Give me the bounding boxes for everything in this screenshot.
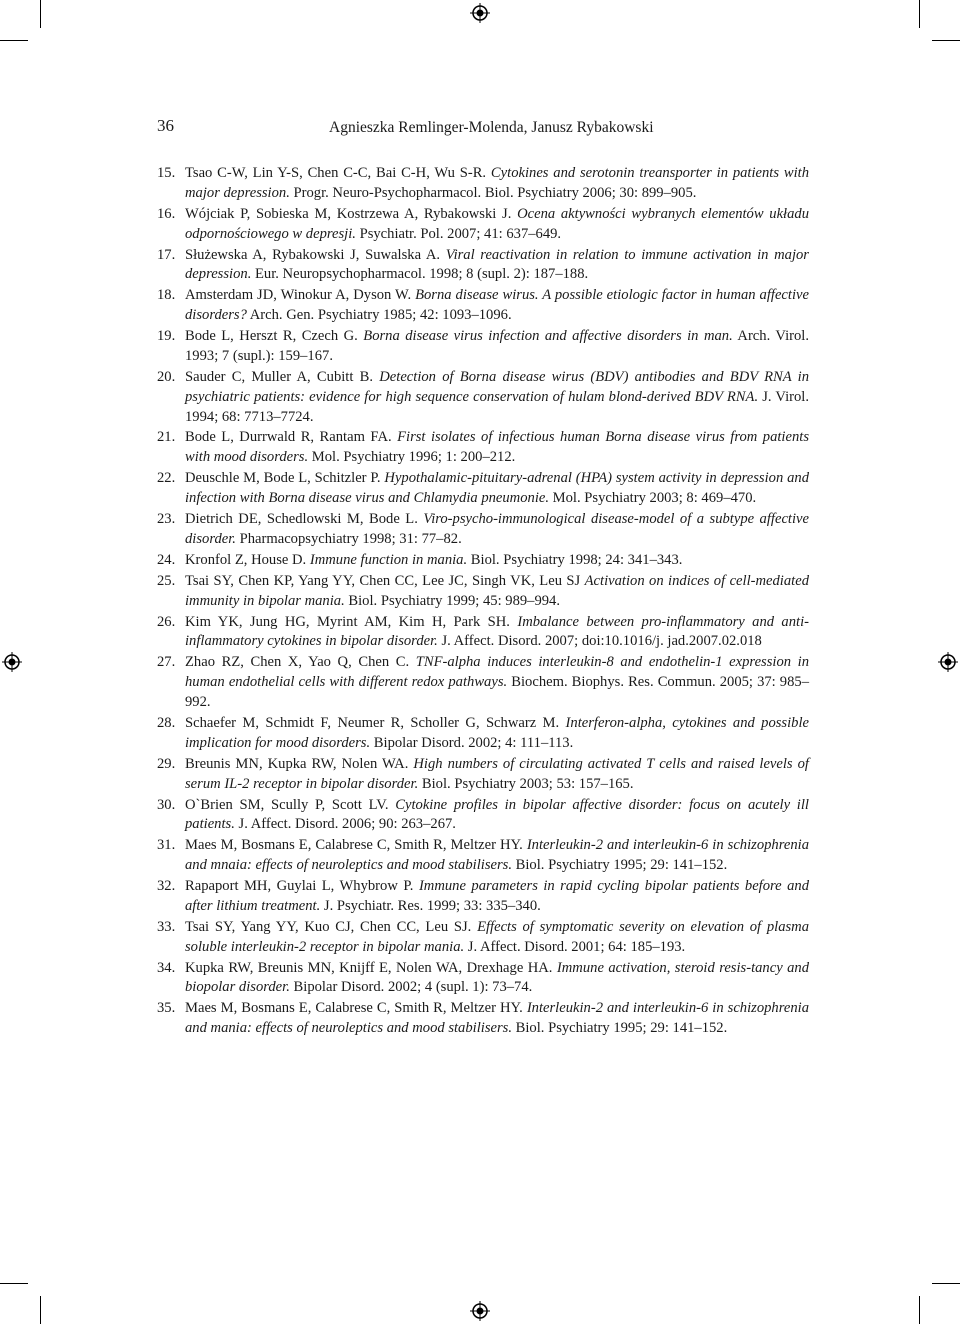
- reference-source: J. Virol. 1994; 68: 7713–7724.: [185, 388, 809, 425]
- reference-source: Biol. Psychiatry 2003; 53: 157–165.: [421, 775, 634, 792]
- reference-item: [157, 469, 809, 509]
- reference-source: Biol. Psychiatry 1999; 45: 989–994.: [348, 592, 560, 609]
- reference-authors: Kronfol Z, House D.: [185, 551, 307, 568]
- reference-title: Interferon-alpha, cytokines and possible implication for mood disorders.: [185, 714, 809, 751]
- reference-source: Mol. Psychiatry 2003; 8: 469–470.: [552, 490, 757, 507]
- reference-authors: Dietrich DE, Schedlowski M, Bode L.: [185, 511, 418, 528]
- page-number: 36: [157, 116, 174, 135]
- reference-item: [157, 999, 809, 1039]
- reference-authors: Kupka RW, Breunis MN, Knijff E, Nolen WA, Drexhage HA.: [185, 959, 553, 976]
- reference-item: [157, 836, 809, 876]
- crop-mark-bottom-right-v: [919, 1296, 920, 1324]
- reference-number: 28.: [157, 714, 176, 731]
- reference-source: Arch. Virol. 1993; 7 (supl.): 159–167.: [185, 328, 810, 364]
- reference-title: Viro-psycho-immunological disease-model of a subtype affective disorder.: [185, 511, 809, 547]
- reference-source: Psychiatr. Pol. 2007; 41: 637–649.: [359, 225, 562, 242]
- reference-authors: Amsterdam JD, Winokur A, Dyson W.: [185, 287, 412, 304]
- reference-number: 15.: [157, 165, 176, 181]
- reference-number: 25.: [157, 572, 176, 589]
- reference-title: Activation on indices of cell-mediated immunity in bipolar mania.: [185, 572, 809, 609]
- reference-list: [157, 164, 809, 1040]
- crop-mark-bottom-left-h: [0, 1283, 28, 1284]
- reference-number: 27.: [157, 654, 176, 671]
- reference-number: 32.: [157, 878, 176, 895]
- reference-title: Interleukin-2 and interleukin-6 in schizophrenia and mnaia: effects of neuroleptics and mood stabilisers.: [185, 837, 809, 874]
- reference-title: Hypothalamic-pituitary-adrenal (HPA) system activity in depression and infection with Borna disease virus and Chlamydia pneumonie.: [185, 470, 809, 507]
- reference-title: Ocena aktywności wybranych elementów układu odpornościowego w depresji.: [185, 205, 810, 242]
- registration-mark-icon: [470, 3, 490, 23]
- crop-mark-top-left-h: [0, 40, 28, 41]
- reference-title: First isolates of infectious human Borna disease virus from patients with mood disorders.: [185, 429, 809, 466]
- reference-source: Biochem. Biophys. Res. Commun. 2005; 37: 985–992.: [185, 674, 809, 710]
- reference-source: Eur. Neuropsychopharmacol. 1998; 8 (supl. 2): 187–188.: [255, 266, 589, 283]
- reference-number: 33.: [157, 918, 176, 935]
- registration-mark-icon: [2, 652, 22, 672]
- crop-mark-bottom-right-h: [932, 1283, 960, 1284]
- reference-item: [157, 796, 809, 836]
- reference-title: Borna disease virus infection and affective disorders in man.: [363, 328, 733, 345]
- reference-source: J. Affect. Disord. 2001; 64: 185–193.: [467, 938, 686, 955]
- reference-item: [157, 551, 809, 571]
- crop-mark-top-left-v: [40, 0, 41, 28]
- reference-authors: Kim YK, Jung HG, Myrint AM, Kim H, Park SH.: [185, 613, 510, 630]
- crop-mark-top-right-v: [919, 0, 920, 28]
- reference-source: Biol. Psychiatry 1998; 24: 341–343.: [470, 551, 683, 568]
- reference-number: 29.: [157, 755, 176, 772]
- reference-item: [157, 246, 809, 286]
- reference-authors: Tsai SY, Chen KP, Yang YY, Chen CC, Lee JC, Singh VK, Leu SJ: [185, 572, 581, 589]
- reference-number: 21.: [157, 429, 176, 446]
- page-header: [157, 116, 817, 140]
- reference-authors: Zhao RZ, Chen X, Yao Q, Chen C.: [185, 654, 410, 671]
- reference-title: Detection of Borna disease wirus (BDV) antibodies and BDV RNA in psychiatric patients: evidence for high sequence conservation of hulam blond-derived BDV RNA.: [185, 368, 810, 405]
- reference-item: [157, 327, 809, 367]
- reference-number: 34.: [157, 959, 176, 976]
- reference-title: Cytokine profiles in bipolar affective disorder: focus on acutely ill patients.: [185, 796, 809, 833]
- reference-number: 22.: [157, 470, 176, 487]
- reference-authors: Bode L, Herszt R, Czech G.: [185, 328, 358, 345]
- reference-item: [157, 205, 809, 245]
- reference-title: Interleukin-2 and interleukin-6 in schizophrenia and mania: effects of neuroleptics and mood stabilisers.: [185, 1000, 809, 1037]
- reference-authors: Deuschle M, Bode L, Schitzler P.: [185, 470, 381, 487]
- registration-mark-icon: [938, 652, 958, 672]
- reference-source: J. Affect. Disord. 2006; 90: 263–267.: [238, 816, 456, 833]
- reference-item: [157, 959, 809, 999]
- reference-source: Arch. Gen. Psychiatry 1985; 42: 1093–1096.: [249, 307, 512, 324]
- reference-number: 31.: [157, 837, 176, 854]
- reference-number: 19.: [157, 328, 176, 345]
- reference-title: Effects of symptomatic severity on elevation of plasma soluble interleukin-2 receptor in bipolar mania.: [185, 918, 810, 955]
- reference-source: Pharmacopsychiatry 1998; 31: 77–82.: [239, 530, 462, 547]
- reference-authors: Sauder C, Muller A, Cubitt B.: [185, 368, 374, 385]
- reference-authors: Breunis MN, Kupka RW, Nolen WA.: [185, 755, 409, 772]
- reference-item: [157, 714, 809, 754]
- reference-number: 16.: [157, 205, 176, 222]
- reference-title: Immune activation, steroid resis-tancy and biopolar disorder.: [185, 959, 810, 996]
- reference-title: Imbalance between pro-inflammatory and anti-inflammatory cytokines in bipolar disorder.: [185, 613, 809, 650]
- reference-number: 17.: [157, 246, 176, 263]
- reference-source: J. Affect. Disord. 2007; doi:10.1016/j. jad.2007.02.018: [441, 633, 762, 650]
- reference-authors: Maes M, Bosmans E, Calabrese C, Smith R, Meltzer HY.: [185, 1000, 523, 1017]
- reference-authors: Tsao C-W, Lin Y-S, Chen C-C, Bai C-H, Wu S-R.: [185, 165, 487, 181]
- reference-authors: O`Brien SM, Scully P, Scott LV.: [185, 796, 389, 813]
- reference-number: 35.: [157, 1000, 176, 1017]
- reference-item: [157, 877, 809, 917]
- reference-number: 18.: [157, 287, 176, 304]
- reference-authors: Maes M, Bosmans E, Calabrese C, Smith R, Meltzer HY.: [185, 837, 523, 854]
- reference-source: Mol. Psychiatry 1996; 1: 200–212.: [311, 449, 516, 466]
- reference-authors: Wójciak P, Sobieska M, Kostrzewa A, Rybakowski J.: [185, 205, 512, 222]
- reference-title: High numbers of circulating activated T cells and raised levels of serum IL-2 receptor in bipolar disorder.: [185, 755, 809, 792]
- reference-authors: Służewska A, Rybakowski J, Suwalska A.: [185, 246, 441, 263]
- reference-source: Progr. Neuro-Psychopharmacol. Biol. Psychiatry 2006; 30: 899–905.: [293, 184, 697, 201]
- reference-authors: Tsai SY, Yang YY, Kuo CJ, Chen CC, Leu SJ.: [185, 918, 472, 935]
- reference-number: 24.: [157, 551, 176, 568]
- reference-authors: Bode L, Durrwald R, Rantam FA.: [185, 429, 392, 446]
- reference-source: Biol. Psychiatry 1995; 29: 141–152.: [515, 1020, 728, 1037]
- reference-title: TNF-alpha induces interleukin-8 and endothelin-1 expression in human endothelial cells with different redox pathways.: [185, 654, 810, 691]
- reference-source: J. Psychiatr. Res. 1999; 33: 335–340.: [323, 897, 541, 914]
- reference-item: [157, 428, 809, 468]
- reference-authors: Rapaport MH, Guylai L, Whybrow P.: [185, 878, 414, 895]
- reference-title: Immune function in mania.: [309, 551, 468, 568]
- reference-title: Immune parameters in rapid cycling bipolar patients before and after lithium treatment.: [185, 878, 809, 914]
- registration-mark-icon: [470, 1301, 490, 1321]
- reference-source: Bipolar Disord. 2002; 4 (supl. 1): 73–74.: [293, 979, 533, 996]
- reference-number: 26.: [157, 613, 176, 630]
- reference-item: [157, 918, 809, 958]
- reference-item: [157, 653, 809, 712]
- reference-item: [157, 613, 809, 653]
- running-head: Agnieszka Remlinger-Molenda, Janusz Rybakowski: [329, 119, 654, 136]
- reference-source: Biol. Psychiatry 1995; 29: 141–152.: [515, 857, 728, 874]
- crop-mark-bottom-left-v: [40, 1296, 41, 1324]
- reference-item: [157, 286, 809, 326]
- reference-item: [157, 368, 809, 427]
- crop-mark-top-right-h: [932, 40, 960, 41]
- reference-number: 23.: [157, 511, 176, 528]
- reference-title: Cytokines and serotonin treansporter in patients with major depression.: [185, 165, 809, 201]
- reference-item: [157, 510, 809, 550]
- reference-title: Borna disease wirus. A possible etiologic factor in human affective disorders?: [185, 287, 809, 324]
- reference-source: Bipolar Disord. 2002; 4: 111–113.: [373, 734, 574, 751]
- reference-authors: Schaefer M, Schmidt F, Neumer R, Scholler G, Schwarz M.: [185, 714, 560, 731]
- reference-item: [157, 164, 809, 204]
- reference-number: 30.: [157, 796, 176, 813]
- reference-title: Viral reactivation in relation to immune activation in major depression.: [185, 246, 809, 283]
- reference-item: [157, 572, 809, 612]
- reference-item: [157, 755, 809, 795]
- reference-number: 20.: [157, 368, 176, 385]
